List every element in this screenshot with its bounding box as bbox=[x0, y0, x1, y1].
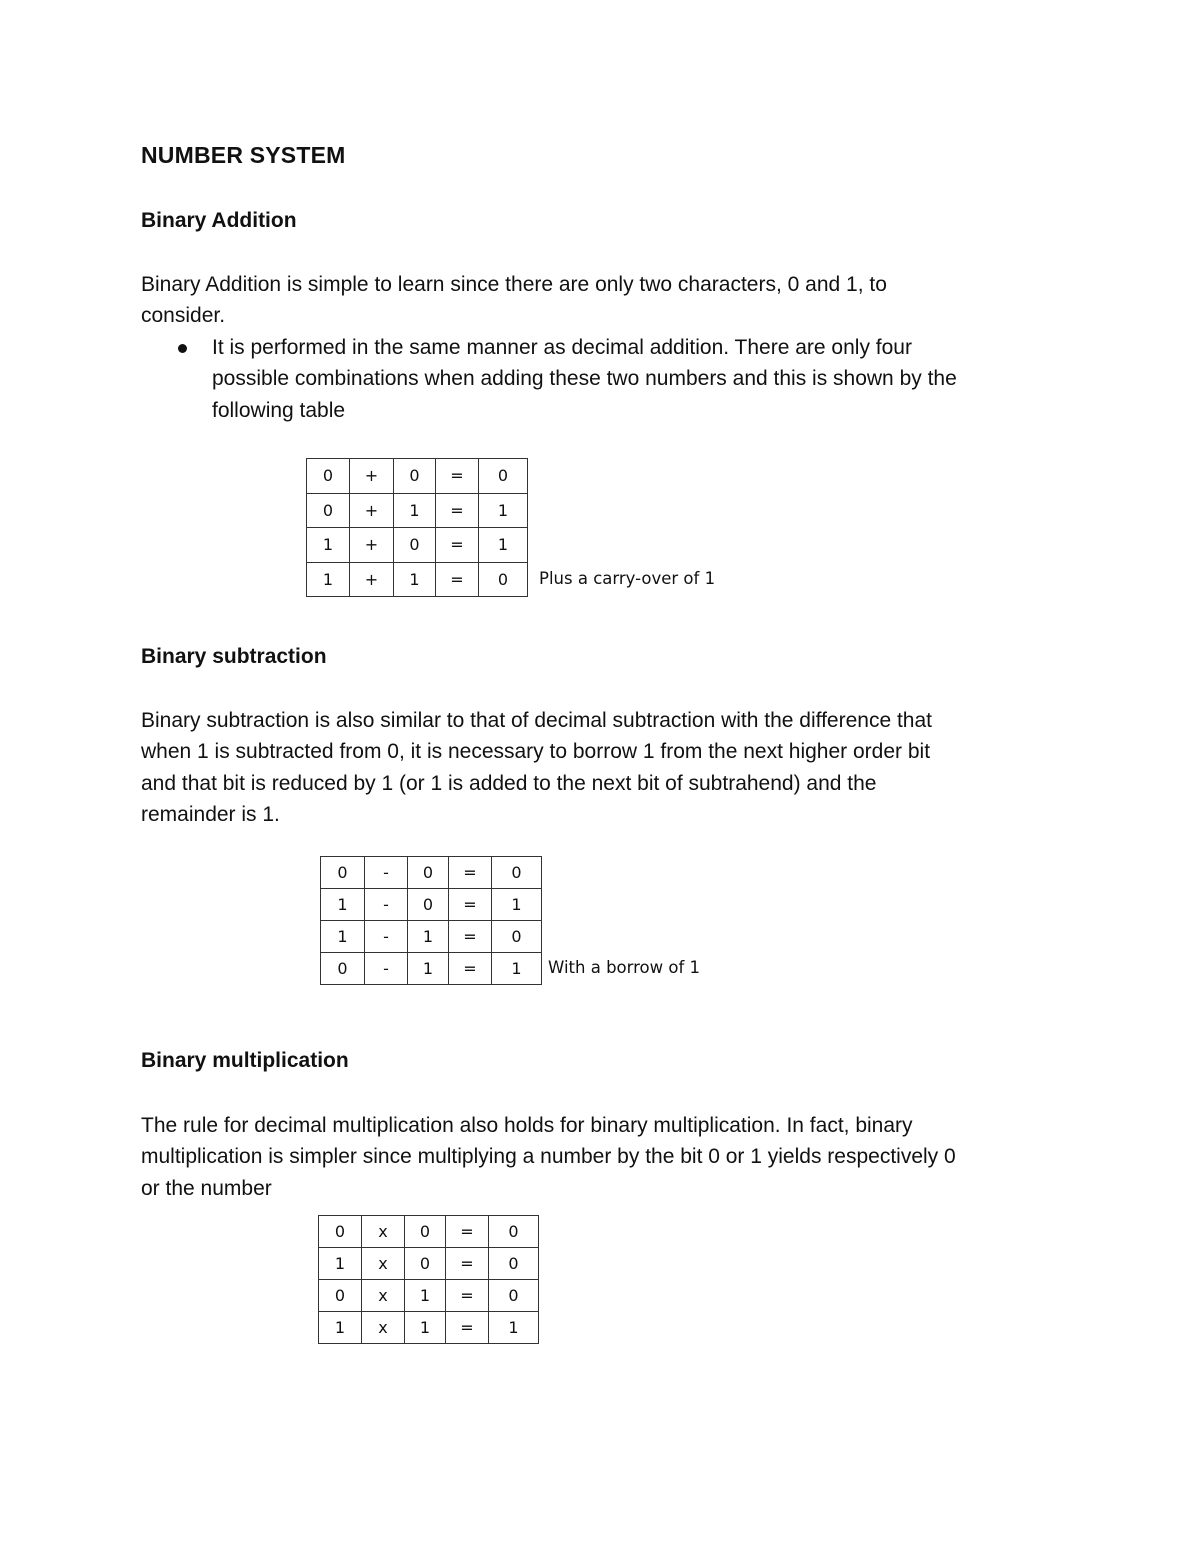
table-cell: + bbox=[350, 493, 394, 528]
table-cell: 0 bbox=[489, 1280, 539, 1312]
table-cell: 1 bbox=[319, 1312, 362, 1344]
subtraction-borrow-note: With a borrow of 1 bbox=[548, 958, 701, 977]
table-cell: 0 bbox=[492, 857, 542, 889]
table-cell: 0 bbox=[479, 562, 528, 597]
table-cell: = bbox=[436, 562, 479, 597]
paragraph-line: or the number bbox=[141, 1176, 272, 1200]
bullet-icon bbox=[178, 344, 187, 353]
table-row bbox=[321, 857, 542, 889]
table-cell: 1 bbox=[405, 1280, 446, 1312]
paragraph-line: and that bit is reduced by 1 (or 1 is added to the next bit of subtrahend) and the bbox=[141, 771, 877, 795]
table-cell: 1 bbox=[307, 528, 350, 563]
table-cell: - bbox=[365, 953, 408, 985]
table-row bbox=[321, 953, 542, 985]
table-cell: 1 bbox=[479, 493, 528, 528]
table-cell: = bbox=[446, 1280, 489, 1312]
multiplication-table bbox=[318, 1215, 539, 1344]
bullet-line: possible combinations when adding these two numbers and this is shown by the bbox=[212, 367, 957, 391]
table-cell: 0 bbox=[479, 459, 528, 494]
table-cell: 1 bbox=[492, 889, 542, 921]
table-cell: = bbox=[436, 459, 479, 494]
table-cell: 1 bbox=[307, 562, 350, 597]
table-cell: + bbox=[350, 459, 394, 494]
table-cell: 1 bbox=[319, 1248, 362, 1280]
table-cell: = bbox=[436, 493, 479, 528]
table-cell: 0 bbox=[319, 1280, 362, 1312]
table-cell: 1 bbox=[405, 1312, 446, 1344]
paragraph-line: remainder is 1. bbox=[141, 803, 280, 827]
addition-carry-note: Plus a carry-over of 1 bbox=[539, 569, 716, 588]
addition-heading: Binary Addition bbox=[141, 209, 297, 232]
table-cell: 1 bbox=[321, 921, 365, 953]
table-cell: + bbox=[350, 528, 394, 563]
table-cell: x bbox=[362, 1280, 405, 1312]
subtraction-paragraph bbox=[141, 705, 932, 831]
table-cell: = bbox=[449, 857, 492, 889]
table-cell: x bbox=[362, 1216, 405, 1248]
table-cell: 1 bbox=[479, 528, 528, 563]
paragraph-line: consider. bbox=[141, 304, 226, 328]
table-cell: = bbox=[449, 889, 492, 921]
table-cell: x bbox=[362, 1312, 405, 1344]
table-row bbox=[307, 528, 528, 563]
table-cell: = bbox=[449, 921, 492, 953]
table-cell: 0 bbox=[321, 953, 365, 985]
table-cell: x bbox=[362, 1248, 405, 1280]
table-cell: - bbox=[365, 921, 408, 953]
paragraph-line: Binary subtraction is also similar to that of decimal subtraction with the difference that bbox=[141, 709, 932, 732]
addition-bullet-text bbox=[212, 332, 957, 426]
multiplication-paragraph bbox=[141, 1110, 956, 1204]
table-cell: 0 bbox=[405, 1248, 446, 1280]
table-cell: 0 bbox=[489, 1248, 539, 1280]
table-cell: 0 bbox=[408, 889, 449, 921]
page-title: NUMBER SYSTEM bbox=[141, 142, 346, 168]
table-row bbox=[319, 1216, 539, 1248]
table-cell: 0 bbox=[321, 857, 365, 889]
table-cell: 0 bbox=[394, 459, 436, 494]
table-cell: 1 bbox=[394, 493, 436, 528]
table-row bbox=[319, 1312, 539, 1344]
table-cell: 0 bbox=[319, 1216, 362, 1248]
table-cell: 1 bbox=[489, 1312, 539, 1344]
table-cell: = bbox=[446, 1216, 489, 1248]
table-row bbox=[307, 493, 528, 528]
paragraph-line: multiplication is simpler since multiplying a number by the bit 0 or 1 yields respectively 0 bbox=[141, 1145, 956, 1169]
table-cell: 1 bbox=[408, 953, 449, 985]
paragraph-line: The rule for decimal multiplication also holds for binary multiplication. In fact, binary bbox=[141, 1114, 913, 1137]
table-cell: = bbox=[449, 953, 492, 985]
table-cell: 0 bbox=[307, 459, 350, 494]
subtraction-heading: Binary subtraction bbox=[141, 645, 327, 668]
table-cell: 0 bbox=[408, 857, 449, 889]
addition-paragraph bbox=[141, 269, 887, 332]
table-row bbox=[319, 1280, 539, 1312]
table-cell: 1 bbox=[408, 921, 449, 953]
table-cell: 0 bbox=[307, 493, 350, 528]
table-cell: 0 bbox=[405, 1216, 446, 1248]
subtraction-table bbox=[320, 856, 542, 985]
table-cell: + bbox=[350, 562, 394, 597]
table-row bbox=[319, 1248, 539, 1280]
table-cell: 0 bbox=[394, 528, 436, 563]
table-row bbox=[307, 562, 528, 597]
paragraph-line: Binary Addition is simple to learn since there are only two characters, 0 and 1, to bbox=[141, 273, 887, 296]
table-cell: 1 bbox=[492, 953, 542, 985]
table-row bbox=[321, 921, 542, 953]
table-row bbox=[307, 459, 528, 494]
table-cell: 1 bbox=[394, 562, 436, 597]
table-row bbox=[321, 889, 542, 921]
table-cell: - bbox=[365, 889, 408, 921]
table-cell: 1 bbox=[321, 889, 365, 921]
addition-table bbox=[306, 458, 528, 597]
table-cell: = bbox=[446, 1312, 489, 1344]
table-cell: 0 bbox=[489, 1216, 539, 1248]
table-cell: 0 bbox=[492, 921, 542, 953]
bullet-line: following table bbox=[212, 398, 346, 422]
multiplication-heading: Binary multiplication bbox=[141, 1049, 349, 1072]
table-cell: = bbox=[436, 528, 479, 563]
table-cell: - bbox=[365, 857, 408, 889]
paragraph-line: when 1 is subtracted from 0, it is necessary to borrow 1 from the next higher order bit bbox=[141, 740, 931, 764]
bullet-line: It is performed in the same manner as decimal addition. There are only four bbox=[212, 336, 912, 359]
table-cell: = bbox=[446, 1248, 489, 1280]
